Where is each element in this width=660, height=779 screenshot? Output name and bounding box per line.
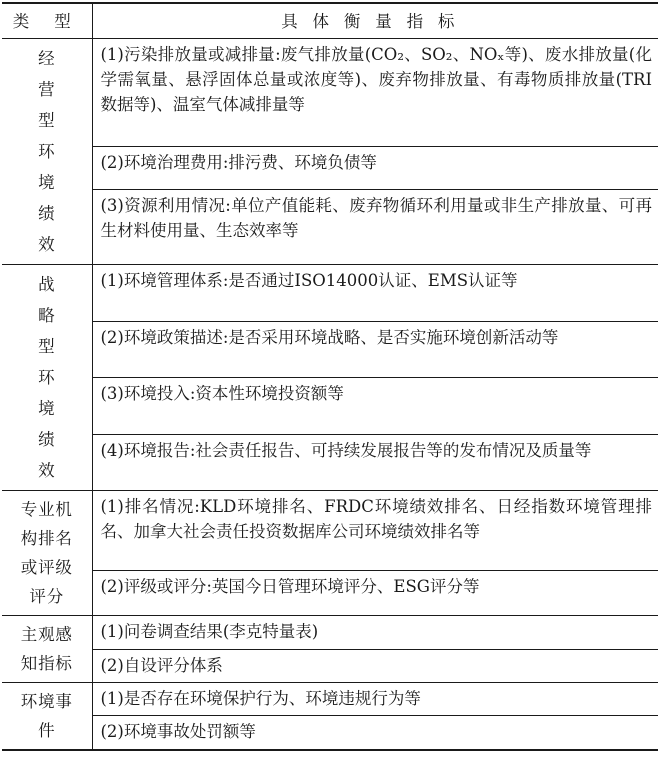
type-cell-operational: 经营型环境绩效 (2, 39, 92, 265)
table-row (2, 616, 658, 650)
indicator-cell (92, 265, 658, 322)
indicator-cell (92, 189, 658, 264)
indicator-cell (92, 434, 658, 491)
environmental-performance-table (2, 2, 658, 751)
indicator-cell (92, 39, 658, 147)
table-row (2, 434, 658, 491)
indicator-cell (92, 649, 658, 683)
table-row (2, 39, 658, 147)
indicator-column-header: 具体衡量指标 (92, 3, 658, 39)
indicator-text: (1)环境管理体系:是否通过ISO14000认证、EMS认证等 (100, 271, 518, 290)
table-row (2, 378, 658, 435)
table-row (2, 321, 658, 378)
table-header-row (2, 3, 658, 39)
type-cell-strategic: 战略型环境绩效 (2, 265, 92, 491)
indicator-cell (92, 571, 658, 616)
table-row (2, 189, 658, 264)
indicator-cell (92, 378, 658, 435)
indicator-text: (3)资源利用情况:单位产值能耗、废弃物循环利用量或非生产排放量、可再生材料使用量、生态效率等 (100, 195, 652, 240)
type-cell-agency-rating: 专业机构排名或评级评分 (2, 491, 92, 616)
indicator-cell (92, 616, 658, 650)
type-cell-events: 环境事件 (2, 683, 92, 751)
indicator-text: (2)自设评分体系 (100, 655, 223, 675)
indicator-cell (92, 683, 658, 716)
table-row (2, 571, 658, 616)
table-row (2, 649, 658, 683)
table-row (2, 147, 658, 189)
indicator-text: (2)环境政策描述:是否采用环境战略、是否实施环境创新活动等 (100, 327, 559, 347)
indicator-cell (92, 147, 658, 189)
table-row (2, 265, 658, 322)
type-column-header: 类 型 (2, 3, 92, 39)
indicator-text: (3)环境投入:资本性环境投资额等 (100, 384, 344, 403)
type-cell-subjective: 主观感知指标 (2, 616, 92, 683)
indicator-text: (2)环境治理费用:排污费、环境负债等 (100, 153, 377, 173)
indicator-text: (1)问卷调查结果(李克特量表) (100, 622, 319, 641)
indicator-cell (92, 716, 658, 750)
indicator-cell (92, 321, 658, 378)
indicator-text: (2)评级或评分:英国今日管理环境评分、ESG评分等 (100, 577, 480, 597)
table-row (2, 683, 658, 716)
indicator-cell (92, 491, 658, 571)
indicator-text: (1)污染排放量或减排量:废气排放量(CO₂、SO₂、NOₓ等)、废水排放量(化学需氧量、悬浮固体总量或浓度等)、废弃物排放量、有毒物质排放量(TRI数据等)、温室气体减排量等 (100, 45, 652, 114)
indicator-text: (2)环境事故处罚额等 (100, 722, 256, 742)
table-row (2, 491, 658, 571)
indicator-text: (1)是否存在环境保护行为、环境违规行为等 (100, 689, 421, 708)
indicator-text: (1)排名情况:KLD环境排名、FRDC环境绩效排名、日经指数环境管理排名、加拿大社会责任投资数据库公司环境绩效排名等 (100, 497, 652, 541)
table-row (2, 716, 658, 750)
indicator-text: (4)环境报告:社会责任报告、可持续发展报告等的发布情况及质量等 (100, 440, 592, 460)
